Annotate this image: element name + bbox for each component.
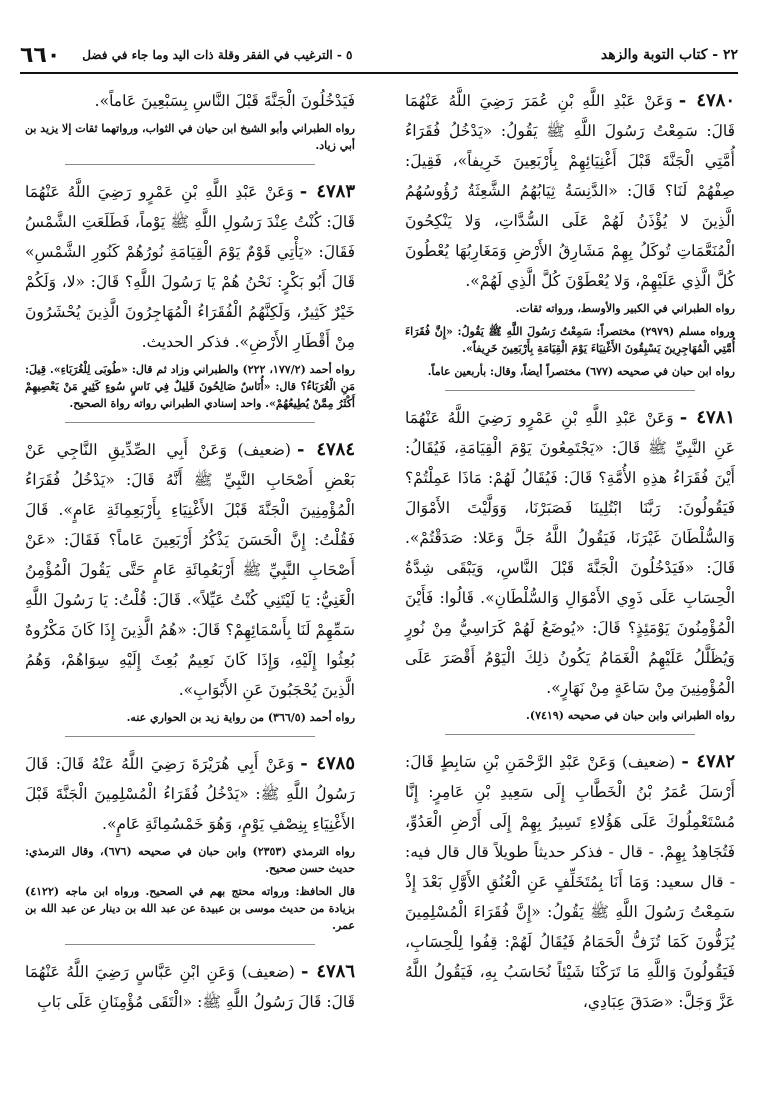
divider: [65, 944, 315, 945]
hadith-source: قال الحافظ: ورواته محتج بهم في الصحيح. ورواه ابن ماجه (٤١٢٢) بزيادة من حديث موسى بن عبيدة عن عبد الله بن دينار عن عبد الله بن عمر.: [25, 885, 355, 932]
hadith-number: ٤٧٨١ -: [679, 407, 735, 428]
hadith-text: فَيَدْخُلُونَ الْجَنَّةَ قَبْلَ النَّاسِ بِسَبْعِينَ عَاماً».: [94, 92, 355, 110]
hadith-4784: [25, 435, 355, 726]
hadith-source: رواه أحمد (٣٦٦/٥) من رواية زيد بن الحواري عنه.: [126, 711, 355, 724]
hadith-4783: [25, 177, 355, 412]
hadith-number: ٤٧٨٤ -: [296, 439, 355, 460]
hadith-source: ورواه مسلم (٢٩٧٩) مختصراً: سَمِعْتُ رَسُولَ اللَّهِ ﷺ يَقُولُ: «إِنَّ فُقَرَاءَ أُمَّتِي الْمُهَاجِرِينَ يَسْبِقُونَ الأَغْنِيَاءَ يَوْمَ الْقِيَامَةِ بِأَرْبَعِينَ خَرِيفاً».: [405, 325, 735, 355]
hadith-number: ٤٧٨٦ -: [300, 961, 355, 982]
hadith-number: ٤٧٨٥ -: [300, 753, 355, 774]
hadith-4782-continued: [25, 86, 355, 154]
hadith-number: ٤٧٨٢ -: [681, 751, 735, 772]
hadith-4781: [405, 403, 735, 724]
hadith-text: ٤٧٨٦ -(ضعيف) وَعَنِ ابْنِ عَبَّاسٍ رَضِيَ اللَّهُ عَنْهُمَا قَالَ: قَالَ رَسُولُ اللَّهِ ﷺ: «الْتَقَى مُؤْمِنَانِ عَلَى بَابِ: [25, 961, 355, 1011]
section-title: ٥ - الترغيب في الفقر وقلة ذات اليد وما جاء في فضل: [82, 48, 353, 62]
divider: [65, 422, 315, 423]
hadith-4780: [405, 86, 735, 380]
right-column: [405, 86, 735, 1025]
hadith-source: رواه أحمد (١٧٧/٢، ٢٢٢) والطبراني وزاد ثم قال: «طُوبَى لِلْغُرَبَاءِ». قِيلَ: مَنِ الْغُرَبَاءُ؟ قال: «أُنَاسٌ صَالِحُونَ قَلِيلٌ فِي نَاسٍ سُوءٍ كَثِيرٍ مَنْ يَعْصِيهِمْ أَكْثَرُ مِمَّنْ يُطِيعُهُمْ». واحد إسنادي الطبراني رواته رواة الصحيح.: [25, 363, 355, 410]
divider: [445, 734, 695, 735]
hadith-number: ٤٧٨٣ -: [299, 181, 355, 202]
hadith-4782: [405, 747, 735, 1017]
hadith-text: ٤٧٨٠ -وَعَنْ عَبْدِ اللَّهِ بْنِ عُمَرَ رَضِيَ اللَّهُ عَنْهُمَا قَالَ: سَمِعْتُ رَسُولَ اللَّهِ ﷺ يَقُولُ: «يَدْخُلُ فُقَرَاءُ أُمَّتِي الْجَنَّةَ قَبْلَ أَغْنِيَائِهِمْ بِأَرْبَعِينَ خَرِيفاً»، فَقِيلَ: صِفْهُمْ لَنَا؟ قَالَ: «الدَّنِسَةُ ثِيَابُهُمُ الشَّعِثَةُ رُؤُوسُهُمُ الَّذِينَ لا يُؤْذَنُ لَهُمْ عَلَى السُّدَّاتِ، وَلا يَنْكِحُونَ الْمُنَعَّمَاتِ تُوكَلُ بِهِمْ مَشَارِقُ الأَرْضِ وَمَغَارِبُهَا يُعْطُونَ كُلَّ الَّذِي عَلَيْهِمْ، وَلا يُعْطَوْنَ كُلَّ الَّذِي لَهُمْ».: [405, 90, 736, 290]
hadith-source: رواه الطبراني في الكبير والأوسط، ورواته ثقات.: [515, 302, 735, 315]
hadith-text: ٤٧٨٤ -(ضعيف) وَعَنْ أَبِي الصِّدِّيقِ النَّاجِي عَنْ بَعْضِ أَصْحَابِ النَّبِيِّ ﷺ أَنَّهُ قَالَ: «يَدْخُلُ فُقَرَاءُ الْمُؤْمِنِينَ الْجَنَّةَ قَبْلَ الأَغْنِيَاءِ بِأَرْبَعِمِائَةِ عَامٍ». قَالَ فَقُلْتُ: إِنَّ الْحَسَنَ يَذْكُرُ أَرْبَعِينَ عَاماً؟ فَقَالَ: «عَنْ أَصْحَابِ النَّبِيِّ ﷺ أَرْبَعُمِائَةِ عَامٍ حَتَّى يَقُولَ الْمُؤْمِنُ الْغَنِيُّ: يَا لَيْتَنِي كُنْتُ عَيِّلاً». قَالَ: قُلْتُ: يَا رَسُولَ اللَّهِ سَمِّهِمْ لَنَا بِأَسْمَائِهِمْ؟ قَالَ: «هُمُ الَّذِينَ إِذَا كَانَ مَكْرُوهٌ بُعِثُوا إِلَيْهِ، وَإِذَا كَانَ نَعِيمٌ بُعِثَ إِلَيْهِ سِوَاهُمْ، وَهُمُ الَّذِينَ يُحْجَبُونَ عَنِ الأَبْوَابِ».: [25, 439, 355, 699]
hadith-text: ٤٧٨١ -وَعَنْ عَبْدِ اللَّهِ بْنِ عَمْرٍو رَضِيَ اللَّهُ عَنْهُمَا عَنِ النَّبِيِّ ﷺ قَالَ: «يَجْتَمِعُونَ يَوْمَ الْقِيَامَةِ، فَيُقَالُ: أَيْنَ فُقَرَاءُ هذِهِ الأُمَّةِ؟ قَالَ: فَيُقَالُ لَهُمْ: مَاذَا عَمِلْتُمْ؟ فَيَقُولُونَ: رَبَّنَا ابْتُلِينَا فَصَبَرْنَا، وَوَلَّيْتَ الأَمْوَالَ وَالسُّلْطَانَ غَيْرَنَا، فَيَقُولُ اللَّهُ جَلَّ وَعَلا: صَدَقْتُمْ». قَالَ: «فَيَدْخُلُونَ الْجَنَّةَ قَبْلَ النَّاسِ، وَيَبْقَى شِدَّةُ الْحِسَابِ عَلَى ذَوِي الأَمْوَالِ وَالسُّلْطَانِ». قَالُوا: فَأَيْنَ الْمُؤْمِنُونَ يَوْمَئِذٍ؟ قَالَ: «يُوضَعُ لَهُمْ كَرَاسِيُّ مِنْ نُورٍ وَيُظَلَّلُ عَلَيْهِمُ الْغَمَامُ يَكُونُ ذلِكَ الْيَوْمُ أَقْصَرَ عَلَى الْمُؤْمِنِينَ مِنْ سَاعَةٍ مِنْ نَهَارٍ».: [405, 407, 735, 697]
hadith-source: رواه الطبراني وأبو الشيخ ابن حيان في الثواب، ورواتهما ثقات إلا يزيد بن أبي زياد.: [25, 122, 355, 152]
left-column: [25, 86, 355, 1025]
hadith-4785: [25, 749, 355, 934]
chapter-title: ٢٢ - كتاب التوبة والزهد: [600, 47, 738, 63]
hadith-source: رواه الترمذي (٢٣٥٣) وابن حبان في صحيحه (٦٧٦)، وقال الترمذي: حديث حسن صحيح.: [25, 845, 355, 875]
page-header: [20, 38, 738, 74]
divider: [65, 164, 315, 165]
hadith-source: رواه الطبراني وابن حبان في صحيحه (٧٤١٩).: [526, 709, 735, 722]
hadith-source: رواه ابن حبان في صحيحه (٦٧٧) مختصراً أيضاً، وقال: بأربعين عاماً.: [427, 365, 735, 378]
page-number: ٦٦٠: [20, 42, 61, 68]
hadith-text: ٤٧٨٢ -(ضعيف) وَعَنْ عَبْدِ الرَّحْمَنِ بْنِ سَابِطٍ قَالَ: أَرْسَلَ عُمَرُ بْنُ الْخَطَّابِ إِلَى سَعِيدِ بْنِ عَامِرٍ: إِنَّا مُسْتَعْمِلُوكَ عَلَى هَؤُلاءِ تَسِيرُ بِهِمْ إِلَى أَرْضِ الْعَدُوِّ، فَتُجَاهِدُ بِهِمْ. - قال - فذكر حديثاً طويلاً قال قال فيه: - قال سعيد: وَمَا أَنَا بِمُتَخَلِّفٍ عَنِ الْعُنُقِ الأَوَّلِ بَعْدَ إِذْ سَمِعْتُ رَسُولَ اللَّهِ ﷺ يَقُولُ: «إِنَّ فُقَرَاءَ الْمُسْلِمِينَ يُزَفُّونَ كَمَا تُزَفُّ الْحَمَامُ فَيُقَالُ لَهُمْ: قِفُوا لِلْحِسَابِ، فَيَقُولُونَ وَاللَّهِ مَا تَرَكْنَا شَيْئاً نُحَاسَبُ بِهِ، فَيَقُولُ اللَّهُ عَزَّ وَجَلَّ: «صَدَقَ عِبَادِي،: [405, 751, 735, 1011]
divider: [445, 390, 695, 391]
hadith-4786: [25, 957, 355, 1017]
hadith-text: ٤٧٨٥ -وَعَنْ أَبِي هُرَيْرَةَ رَضِيَ اللَّهُ عَنْهُ قَالَ: قَالَ رَسُولُ اللَّهِ ﷺ: «يَدْخُلُ فُقَرَاءُ الْمُسْلِمِينَ الْجَنَّةَ قَبْلَ الأَغْنِيَاءِ بِنِصْفِ يَوْمٍ، وَهُوَ خَمْسُمِائَةِ عَامٍ».: [25, 753, 355, 833]
divider: [65, 736, 315, 737]
hadith-text: ٤٧٨٣ -وَعَنْ عَبْدِ اللَّهِ بْنِ عَمْرٍو رَضِيَ اللَّهُ عَنْهُمَا قَالَ: كُنْتُ عِنْدَ رَسُولِ اللَّهِ ﷺ يَوْماً، فَطَلَعَتِ الشَّمْسُ فَقَالَ: «يَأْتِي قَوْمٌ يَوْمَ الْقِيَامَةِ نُورُهُمْ كَنُورِ الشَّمْسِ» قَالَ أَبُو بَكْرٍ: نَحْنُ هُمْ يَا رَسُولَ اللَّهِ؟ قَالَ: «لا، وَلَكُمْ خَيْرٌ كَثِيرٌ، وَلَكِنَّهُمُ الْفُقَرَاءُ الْمُهَاجِرُونَ الَّذِينَ يُحْشَرُونَ مِنْ أَقْطَارِ الأَرْضِ». فذكر الحديث.: [25, 181, 355, 351]
hadith-number: ٤٧٨٠ -: [678, 90, 736, 111]
